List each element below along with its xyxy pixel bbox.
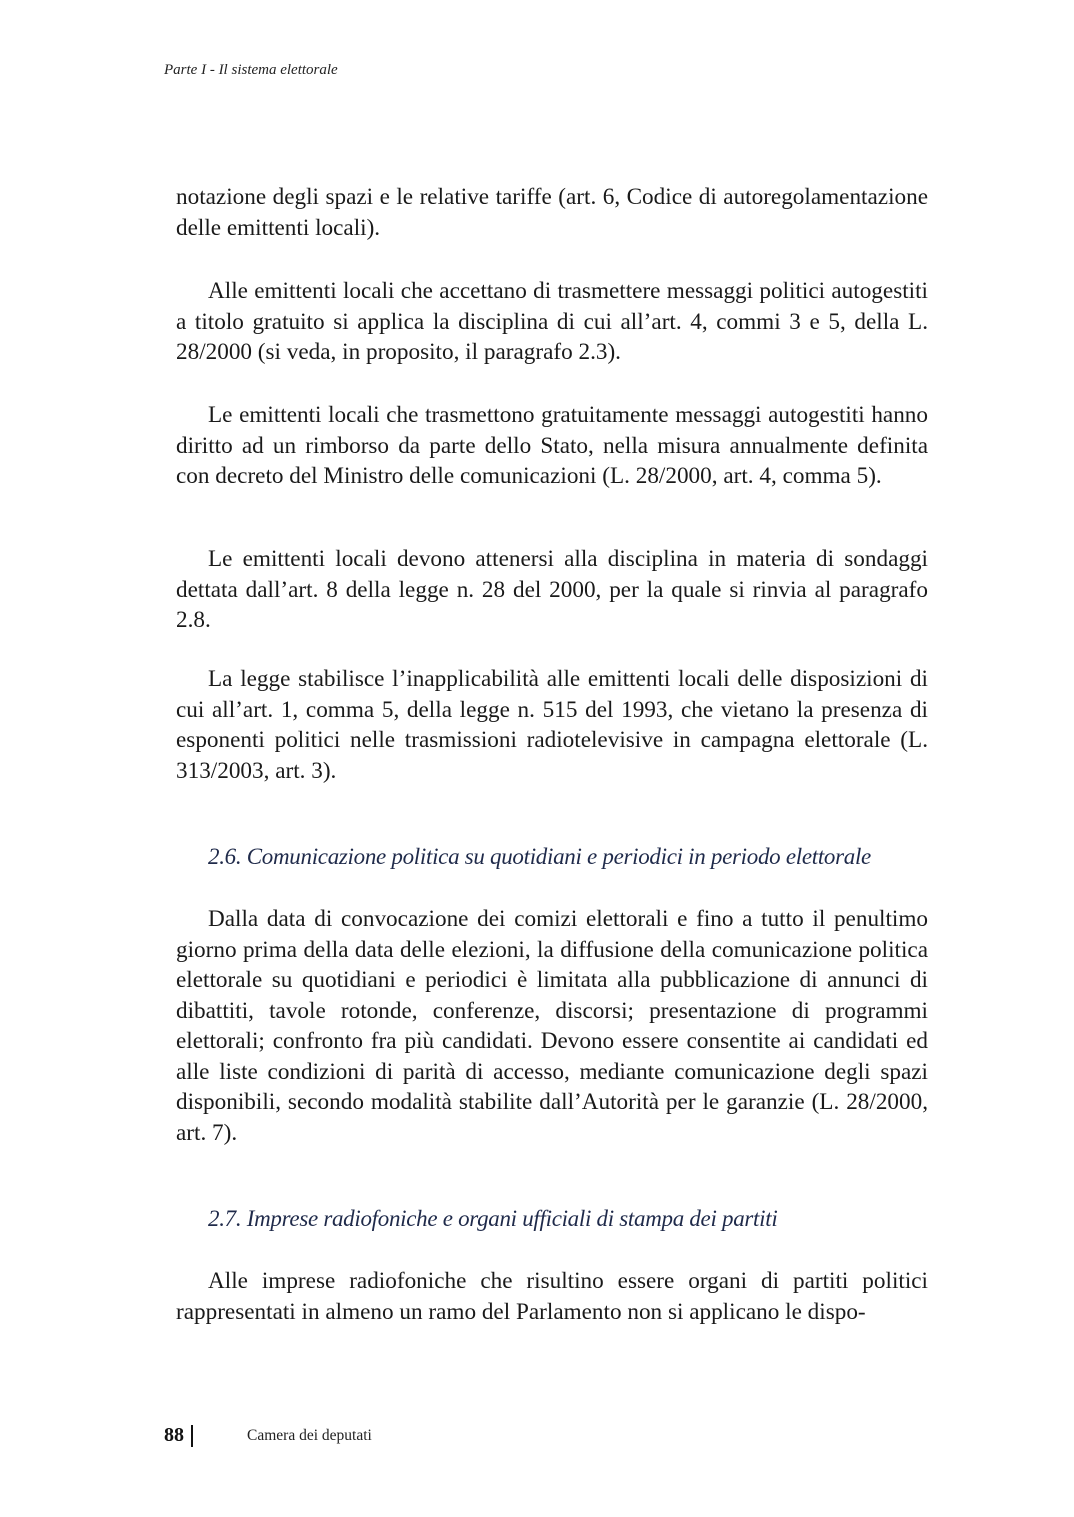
section-heading-2-7: 2.7. Imprese radiofoniche e organi ufficiali di stampa dei partiti: [208, 1206, 778, 1231]
paragraph-text: La legge stabilisce l’inapplicabilità alle emittenti locali delle disposizioni di cui all’art. 1, comma 5, della legge n. 515 del 1993, che vietano la presenza di esponenti politici nelle trasmissioni radiotelevisive in campagna elettorale (L. 313/2003, art. 3).: [176, 666, 928, 784]
paragraph-text: Le emittenti locali che trasmettono gratuitamente messaggi autogestiti hanno diritto ad un rimborso da parte dello Stato, nella misura annualmente definita con decreto del Ministro delle comunicazioni (L. 28/2000, art. 4, comma 5).: [176, 402, 928, 489]
paragraph-sondaggi: [176, 544, 928, 636]
paragraph-inapplicabilita: [176, 664, 928, 786]
paragraph-text: Dalla data di convocazione dei comizi elettorali e fino a tutto il penultimo giorno prima della data delle elezioni, la diffusione della comunicazione politica elettorale su quotidiani e periodici è limitata alla pubblicazione di annunci di dibattiti, tavole rotonde, conferenze, discorsi; presentazione di programmi elettorali; confronto fra più candidati. Devono essere consentite ai candidati ed alle liste condizioni di parità di accesso, mediante comunicazione degli spazi disponibili, secondo modalità stabilite dall’Autorità per le garanzie (L. 28/2000, art. 7).: [176, 906, 928, 1146]
section-heading-2-6: 2.6. Comunicazione politica su quotidiani e periodici in periodo elettorale: [208, 844, 871, 869]
paragraph-text: Le emittenti locali devono attenersi alla disciplina in materia di sondaggi dettata dall’art. 8 della legge n. 28 del 2000, per la quale si rinvia al paragrafo 2.8.: [176, 546, 928, 633]
paragraph-text: Alle imprese radiofoniche che risultino essere organi di partiti politici rappresentati in almeno un ramo del Parlamento non si applicano le dispo-: [176, 1268, 928, 1325]
paragraph-imprese-radiofoniche: [176, 1266, 928, 1327]
running-head: Parte I - Il sistema elettorale: [164, 62, 338, 78]
paragraph-text: Alle emittenti locali che accettano di trasmettere messaggi politici autogestiti a titolo gratuito si applica la disciplina di cui all’art. 4, commi 3 e 5, della L. 28/2000 (si veda, in proposito, il paragrafo 2.3).: [176, 278, 928, 365]
page-footer: [164, 1424, 372, 1447]
footer-divider: [191, 1425, 193, 1447]
paragraph-continuation: [176, 182, 928, 243]
publisher-label: Camera dei deputati: [247, 1426, 372, 1444]
paragraph-text: notazione degli spazi e le relative tariffe (art. 6, Codice di autoregolamentazione delle emittenti locali).: [176, 184, 928, 241]
paragraph-quotidiani-periodici: [176, 904, 928, 1148]
paragraph-rimborso: [176, 400, 928, 492]
page-number: 88: [164, 1424, 184, 1446]
paragraph-autogestiti-gratuiti: [176, 276, 928, 368]
